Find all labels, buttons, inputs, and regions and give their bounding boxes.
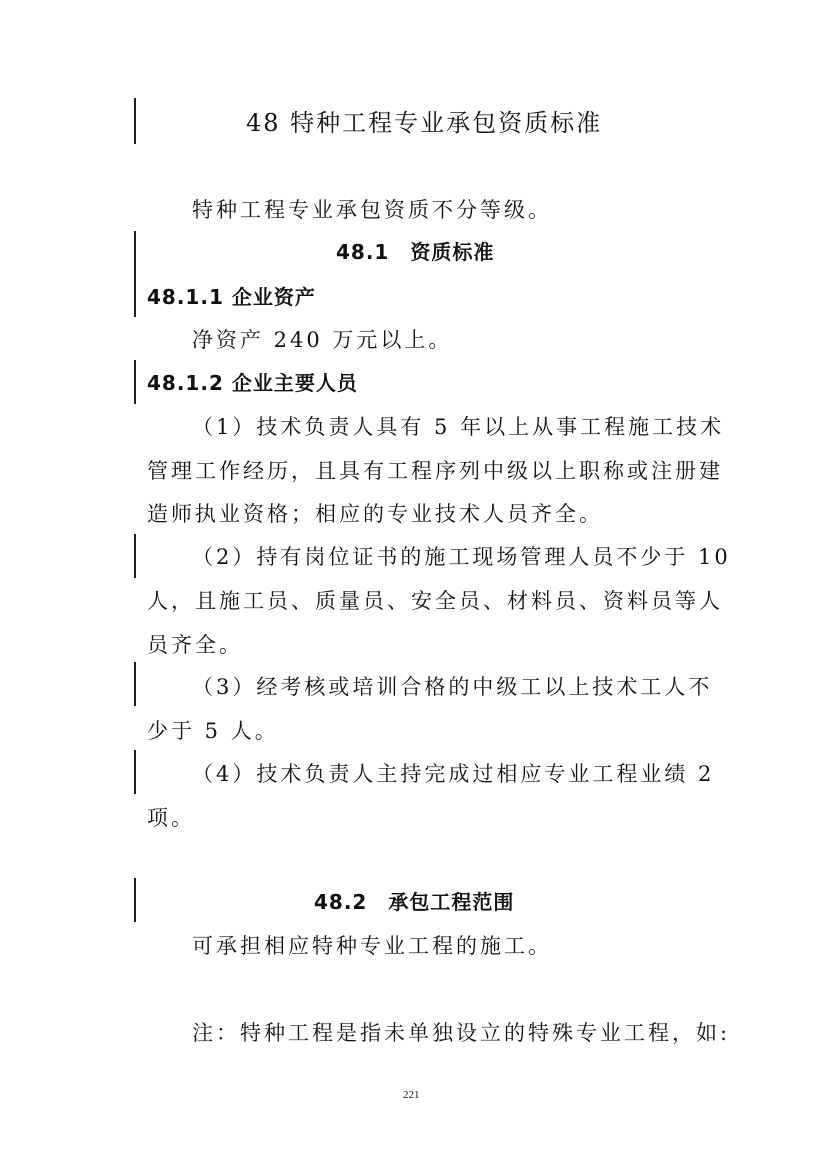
revision-bar — [134, 360, 136, 404]
page-title: 48 特种工程专业承包资质标准 — [246, 109, 603, 137]
revision-bar — [134, 878, 136, 922]
list-item-line: 项。 — [147, 806, 195, 830]
subsection-heading: 48.1.2 企业主要人员 — [147, 371, 358, 395]
paragraph: 可承担相应特种专业工程的施工。 — [192, 934, 552, 958]
paragraph: 净资产 240 万元以上。 — [192, 328, 453, 352]
revision-bar — [134, 231, 136, 317]
list-item-line: （3）经考核或培训合格的中级工以上技术工人不 — [192, 675, 713, 699]
list-item-line: （2）持有岗位证书的施工现场管理人员不少于 10 — [192, 545, 731, 569]
page-number: 221 — [403, 1089, 420, 1101]
list-item-line: 员齐全。 — [147, 633, 243, 657]
list-item-line: 造师执业资格；相应的专业技术人员齐全。 — [147, 502, 603, 526]
section-heading: 48.2 承包工程范围 — [314, 890, 515, 914]
intro-text: 特种工程专业承包资质不分等级。 — [192, 198, 552, 222]
list-item-line: 少于 5 人。 — [147, 719, 279, 743]
revision-bar — [134, 662, 136, 706]
note-text: 注：特种工程是指未单独设立的特殊专业工程，如: — [192, 1021, 731, 1045]
revision-bar — [134, 534, 136, 578]
list-item-line: 人，且施工员、质量员、安全员、材料员、资料员等人 — [147, 589, 723, 613]
list-item-line: （4）技术负责人主持完成过相应专业工程业绩 2 — [192, 762, 715, 786]
list-item-line: 管理工作经历，且具有工程序列中级以上职称或注册建 — [147, 459, 723, 483]
revision-bar — [134, 98, 136, 144]
section-heading: 48.1 资质标准 — [336, 240, 495, 264]
subsection-heading: 48.1.1 企业资产 — [147, 285, 316, 309]
list-item-line: （1）技术负责人具有 5 年以上从事工程施工技术 — [192, 415, 725, 439]
revision-bar — [134, 750, 136, 794]
